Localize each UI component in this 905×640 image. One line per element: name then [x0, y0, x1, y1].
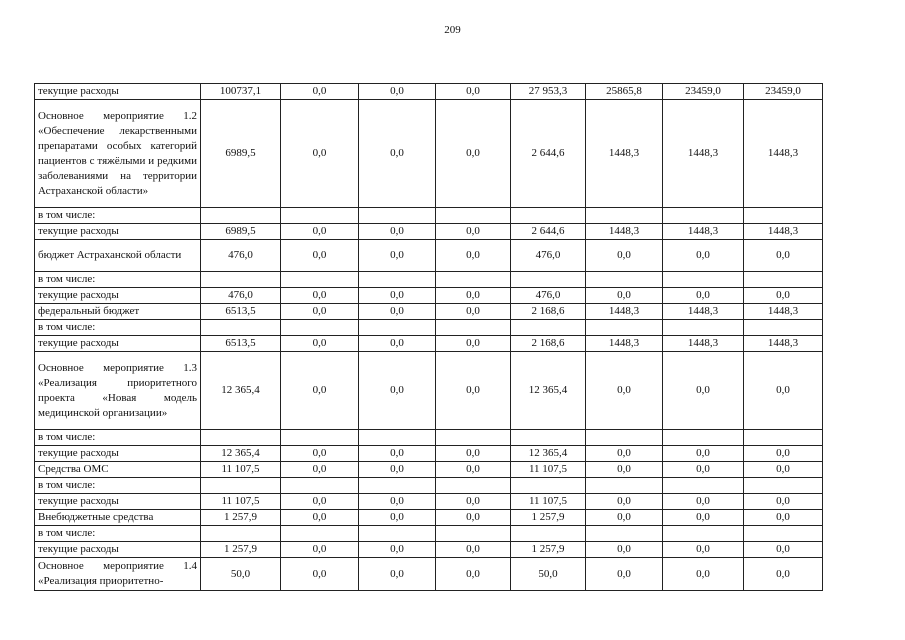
row-label: бюджет Астраханской области [35, 240, 201, 272]
value-cell: 27 953,3 [511, 84, 586, 100]
table-row [35, 208, 823, 224]
value-cell: 0,0 [281, 224, 359, 240]
row-label: Средства ОМС [35, 462, 201, 478]
value-cell [511, 430, 586, 446]
table-row [35, 272, 823, 288]
value-cell [586, 320, 663, 336]
value-cell: 0,0 [359, 100, 436, 208]
value-cell [201, 208, 281, 224]
value-cell [436, 320, 511, 336]
value-cell [586, 526, 663, 542]
value-cell [586, 208, 663, 224]
value-cell: 0,0 [586, 240, 663, 272]
value-cell: 0,0 [744, 240, 823, 272]
value-cell: 0,0 [663, 288, 744, 304]
value-cell: 0,0 [359, 352, 436, 430]
value-cell [586, 430, 663, 446]
value-cell [436, 526, 511, 542]
value-cell [436, 430, 511, 446]
value-cell: 1448,3 [744, 336, 823, 352]
value-cell [201, 272, 281, 288]
value-cell: 0,0 [359, 84, 436, 100]
value-cell [586, 272, 663, 288]
value-cell: 1448,3 [663, 336, 744, 352]
table-row [35, 526, 823, 542]
value-cell: 12 365,4 [511, 352, 586, 430]
value-cell: 0,0 [744, 558, 823, 591]
value-cell: 11 107,5 [511, 462, 586, 478]
value-cell: 0,0 [744, 288, 823, 304]
value-cell [663, 208, 744, 224]
value-cell: 1448,3 [663, 304, 744, 320]
value-cell: 0,0 [744, 542, 823, 558]
value-cell: 476,0 [511, 288, 586, 304]
value-cell: 0,0 [663, 352, 744, 430]
value-cell: 0,0 [663, 494, 744, 510]
table-row [35, 336, 823, 352]
value-cell: 0,0 [359, 494, 436, 510]
row-label: в том числе: [35, 272, 201, 288]
value-cell: 0,0 [359, 542, 436, 558]
value-cell: 0,0 [436, 304, 511, 320]
value-cell [201, 320, 281, 336]
value-cell: 476,0 [201, 288, 281, 304]
value-cell: 6989,5 [201, 100, 281, 208]
value-cell: 0,0 [436, 510, 511, 526]
value-cell: 0,0 [281, 304, 359, 320]
row-label: текущие расходы [35, 288, 201, 304]
row-label: в том числе: [35, 208, 201, 224]
value-cell: 0,0 [586, 288, 663, 304]
table-row [35, 446, 823, 462]
value-cell [511, 208, 586, 224]
value-cell [511, 320, 586, 336]
value-cell: 0,0 [359, 304, 436, 320]
value-cell: 0,0 [663, 510, 744, 526]
value-cell: 1448,3 [586, 100, 663, 208]
value-cell: 2 644,6 [511, 100, 586, 208]
budget-table [34, 83, 823, 591]
value-cell: 1 257,9 [511, 542, 586, 558]
value-cell [201, 478, 281, 494]
table-row [35, 304, 823, 320]
value-cell: 1448,3 [586, 336, 663, 352]
value-cell [359, 320, 436, 336]
value-cell: 1448,3 [744, 224, 823, 240]
value-cell: 0,0 [436, 446, 511, 462]
value-cell [744, 430, 823, 446]
value-cell: 2 168,6 [511, 304, 586, 320]
table-row [35, 352, 823, 430]
value-cell [663, 430, 744, 446]
value-cell: 1448,3 [744, 304, 823, 320]
value-cell: 0,0 [586, 446, 663, 462]
value-cell: 0,0 [744, 510, 823, 526]
value-cell: 0,0 [436, 352, 511, 430]
value-cell: 0,0 [586, 462, 663, 478]
value-cell: 6513,5 [201, 304, 281, 320]
value-cell: 0,0 [281, 494, 359, 510]
table-row [35, 558, 823, 591]
row-label: текущие расходы [35, 336, 201, 352]
value-cell [281, 526, 359, 542]
value-cell: 0,0 [663, 542, 744, 558]
value-cell: 0,0 [436, 462, 511, 478]
value-cell: 0,0 [436, 558, 511, 591]
value-cell [663, 272, 744, 288]
value-cell: 1448,3 [586, 304, 663, 320]
row-label: Основное мероприятие 1.2 «Обеспечение лекарственными препаратами особых категорий пациентов с тяжёлыми и редкими заболеваниями на территории Астраханской области» [35, 100, 201, 208]
table-row [35, 478, 823, 494]
value-cell: 0,0 [744, 446, 823, 462]
value-cell: 0,0 [436, 100, 511, 208]
value-cell: 0,0 [436, 336, 511, 352]
value-cell: 0,0 [281, 542, 359, 558]
value-cell: 0,0 [359, 462, 436, 478]
value-cell [359, 272, 436, 288]
value-cell: 1448,3 [744, 100, 823, 208]
value-cell: 0,0 [586, 542, 663, 558]
value-cell: 2 168,6 [511, 336, 586, 352]
value-cell: 1448,3 [663, 224, 744, 240]
value-cell: 1448,3 [586, 224, 663, 240]
table-row [35, 542, 823, 558]
table-row [35, 224, 823, 240]
row-label: текущие расходы [35, 224, 201, 240]
row-label: Внебюджетные средства [35, 510, 201, 526]
value-cell: 1 257,9 [511, 510, 586, 526]
value-cell: 0,0 [281, 352, 359, 430]
table-row [35, 462, 823, 478]
value-cell: 23459,0 [663, 84, 744, 100]
value-cell: 0,0 [281, 510, 359, 526]
value-cell: 0,0 [359, 224, 436, 240]
value-cell: 50,0 [201, 558, 281, 591]
value-cell [359, 430, 436, 446]
value-cell: 476,0 [511, 240, 586, 272]
value-cell: 0,0 [586, 494, 663, 510]
table-row [35, 320, 823, 336]
row-label: в том числе: [35, 526, 201, 542]
value-cell: 12 365,4 [511, 446, 586, 462]
value-cell: 1 257,9 [201, 542, 281, 558]
value-cell: 11 107,5 [201, 462, 281, 478]
row-label: Основное мероприятие 1.4 «Реализация приоритетно- [35, 558, 201, 591]
value-cell: 6513,5 [201, 336, 281, 352]
row-label: текущие расходы [35, 84, 201, 100]
value-cell [744, 320, 823, 336]
value-cell [586, 478, 663, 494]
value-cell: 0,0 [744, 494, 823, 510]
value-cell [436, 272, 511, 288]
value-cell: 25865,8 [586, 84, 663, 100]
value-cell: 0,0 [744, 462, 823, 478]
value-cell: 1448,3 [663, 100, 744, 208]
table-row [35, 430, 823, 446]
value-cell: 100737,1 [201, 84, 281, 100]
value-cell: 0,0 [586, 352, 663, 430]
value-cell [281, 478, 359, 494]
table-row [35, 240, 823, 272]
value-cell: 0,0 [436, 494, 511, 510]
value-cell: 0,0 [744, 352, 823, 430]
value-cell: 0,0 [359, 288, 436, 304]
value-cell: 0,0 [359, 558, 436, 591]
value-cell: 0,0 [281, 336, 359, 352]
value-cell [359, 526, 436, 542]
value-cell: 0,0 [436, 542, 511, 558]
value-cell [511, 272, 586, 288]
value-cell: 1 257,9 [201, 510, 281, 526]
value-cell [359, 478, 436, 494]
table-row [35, 510, 823, 526]
value-cell: 0,0 [359, 240, 436, 272]
table-row [35, 84, 823, 100]
page-number: 209 [444, 24, 461, 36]
value-cell [281, 272, 359, 288]
value-cell: 11 107,5 [201, 494, 281, 510]
value-cell: 0,0 [436, 224, 511, 240]
value-cell [281, 320, 359, 336]
value-cell: 0,0 [359, 336, 436, 352]
value-cell [744, 208, 823, 224]
value-cell [744, 272, 823, 288]
value-cell: 0,0 [281, 558, 359, 591]
row-label: текущие расходы [35, 542, 201, 558]
value-cell: 12 365,4 [201, 446, 281, 462]
value-cell: 0,0 [586, 510, 663, 526]
value-cell: 0,0 [281, 462, 359, 478]
value-cell [663, 320, 744, 336]
value-cell: 23459,0 [744, 84, 823, 100]
value-cell: 0,0 [436, 240, 511, 272]
value-cell: 50,0 [511, 558, 586, 591]
value-cell: 0,0 [359, 446, 436, 462]
row-label: в том числе: [35, 430, 201, 446]
table-row [35, 100, 823, 208]
value-cell [359, 208, 436, 224]
value-cell [511, 526, 586, 542]
value-cell [436, 208, 511, 224]
value-cell [744, 526, 823, 542]
value-cell [436, 478, 511, 494]
value-cell: 11 107,5 [511, 494, 586, 510]
value-cell [201, 430, 281, 446]
value-cell: 0,0 [281, 240, 359, 272]
table-row [35, 288, 823, 304]
row-label: Основное мероприятие 1.3 «Реализация приоритетного проекта «Новая модель медицинской организации» [35, 352, 201, 430]
value-cell: 6989,5 [201, 224, 281, 240]
value-cell [201, 526, 281, 542]
value-cell: 0,0 [281, 446, 359, 462]
value-cell: 0,0 [663, 446, 744, 462]
value-cell: 0,0 [663, 240, 744, 272]
row-label: в том числе: [35, 478, 201, 494]
value-cell [744, 478, 823, 494]
value-cell: 0,0 [359, 510, 436, 526]
value-cell [663, 526, 744, 542]
value-cell: 0,0 [436, 84, 511, 100]
table-row [35, 494, 823, 510]
row-label: в том числе: [35, 320, 201, 336]
value-cell: 0,0 [436, 288, 511, 304]
row-label: федеральный бюджет [35, 304, 201, 320]
row-label: текущие расходы [35, 446, 201, 462]
row-label: текущие расходы [35, 494, 201, 510]
value-cell: 0,0 [281, 100, 359, 208]
value-cell: 0,0 [663, 558, 744, 591]
value-cell [511, 478, 586, 494]
value-cell: 0,0 [281, 288, 359, 304]
value-cell: 12 365,4 [201, 352, 281, 430]
value-cell: 2 644,6 [511, 224, 586, 240]
value-cell: 0,0 [586, 558, 663, 591]
value-cell: 0,0 [281, 84, 359, 100]
value-cell [281, 208, 359, 224]
value-cell: 0,0 [663, 462, 744, 478]
value-cell [281, 430, 359, 446]
value-cell [663, 478, 744, 494]
value-cell: 476,0 [201, 240, 281, 272]
